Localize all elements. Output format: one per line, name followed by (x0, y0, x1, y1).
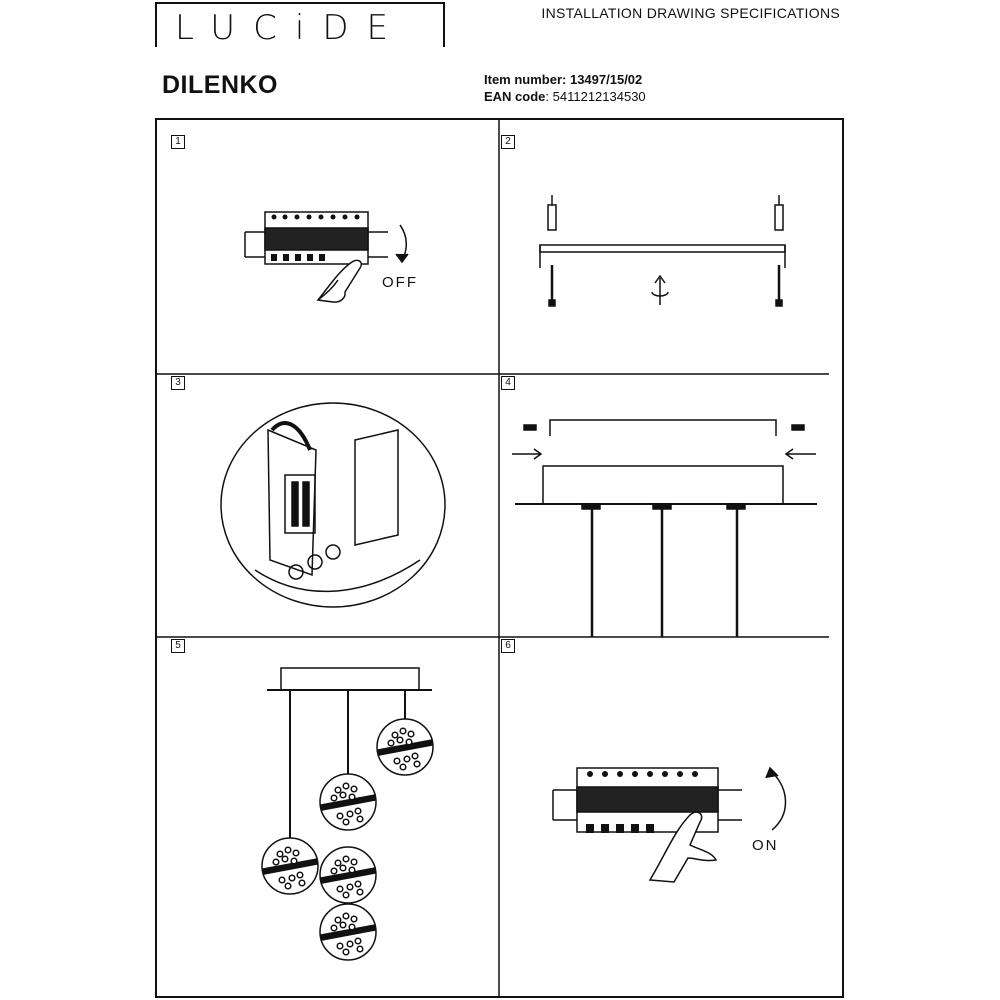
ean-label: EAN code (484, 89, 546, 104)
bracket-screws-drawing (540, 195, 785, 306)
switch-on-label: ON (752, 837, 779, 854)
globe-shade-5 (320, 904, 376, 960)
canopy-fixing-drawing (512, 420, 817, 637)
switch-off-label: OFF (382, 274, 418, 291)
step-3-number: 3 (171, 376, 185, 390)
step-4-number: 4 (501, 376, 515, 390)
step-1-number: 1 (171, 135, 185, 149)
ean-value: : 5411212134530 (545, 89, 646, 104)
globe-shade-3 (262, 838, 318, 894)
logo-text: LUCiDE (175, 8, 406, 48)
step-6-number: 6 (501, 639, 515, 653)
wall-plug-right (775, 195, 783, 306)
pendant-globes-drawing (262, 668, 433, 960)
terminal-detail-drawing (221, 403, 445, 607)
globe-shade-4 (320, 847, 376, 903)
suspension-cables (592, 508, 737, 637)
step-5-number: 5 (171, 639, 185, 653)
globe-shade-1 (377, 719, 433, 775)
item-number-value: 13497/15/02 (569, 72, 643, 87)
step-2-number: 2 (501, 135, 515, 149)
item-number-label: Item number: (484, 72, 567, 87)
wall-plug-left (548, 195, 556, 306)
breaker-on-drawing (553, 768, 786, 882)
globe-shade-2 (320, 774, 376, 830)
product-name: DILENKO (162, 71, 278, 99)
document-title: INSTALLATION DRAWING SPECIFICATIONS (541, 5, 840, 21)
